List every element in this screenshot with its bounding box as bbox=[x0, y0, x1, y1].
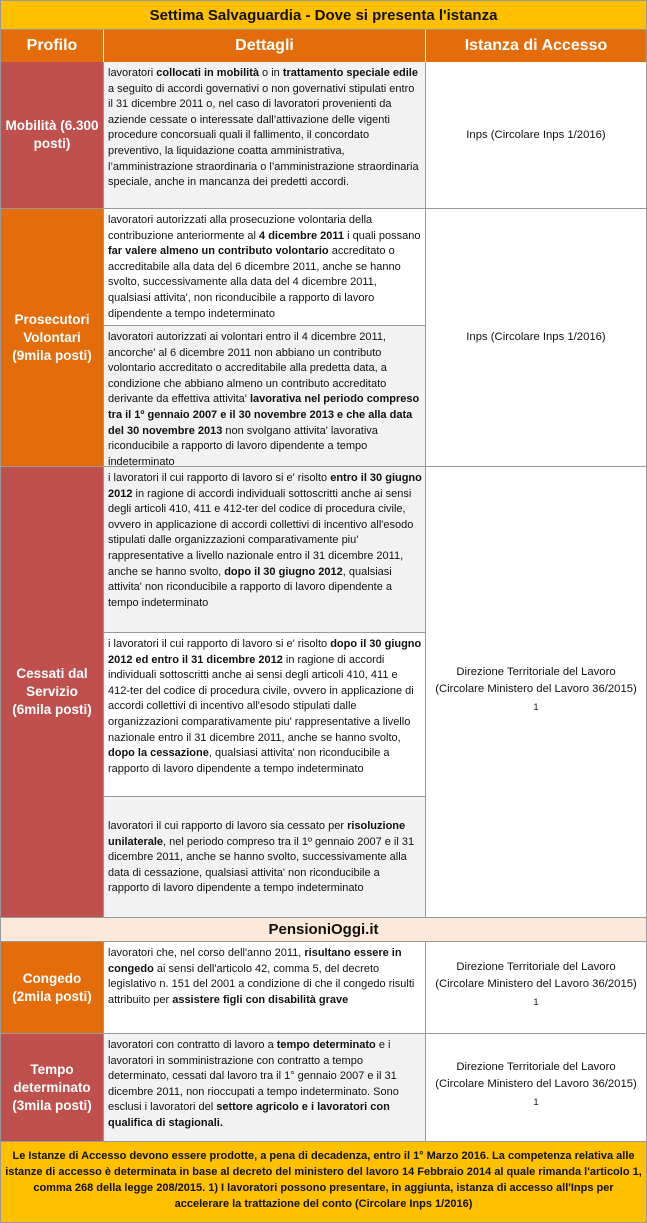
detail-tempo bbox=[104, 1034, 426, 1142]
detail-bold: entro il 30 giugno 2012 bbox=[108, 472, 422, 500]
detail-cessati-1 bbox=[104, 467, 426, 633]
detail-bold: dopo il 30 giugno 2012 bbox=[224, 565, 343, 578]
instance-congedo bbox=[426, 942, 646, 1034]
detail-text bbox=[108, 1039, 399, 1129]
profile-tempo: Tempo determinato (3mila posti) bbox=[1, 1034, 104, 1142]
detail-span: , qualsiasi attivita' non riconducibile a rapporto di lavoro dipendente a tempo indeterminato bbox=[108, 565, 393, 609]
instance-label: Direzione Territoriale del Lavoro (Circolare Ministero del Lavoro 36/2015) bbox=[435, 1061, 637, 1091]
instance-tempo bbox=[426, 1034, 646, 1142]
instance-label: Direzione Territoriale del Lavoro (Circolare Ministero del Lavoro 36/2015) bbox=[435, 961, 637, 991]
detail-bold: trattamento speciale edile bbox=[282, 67, 418, 79]
detail-span: lavoratori autorizzati ai volontari entro il 4 dicembre 2011, ancorche' al 6 dicembre 2011 non abbiano un contributo volontario accreditato o accreditabile alla predetta data, a condizione che abbiano almeno un contributo accreditato derivante da effettiva attivita' bbox=[108, 331, 387, 406]
instance-text bbox=[434, 959, 638, 1016]
detail-span: o in bbox=[258, 67, 283, 79]
detail-span: i quali possano bbox=[344, 229, 421, 242]
profile-mobilita: Mobilità (6.300 posti) bbox=[1, 62, 104, 209]
header-istanza: Istanza di Accesso bbox=[426, 30, 646, 62]
detail-span: in ragione di accordi individuali sottoscritti anche ai sensi degli articoli 410, 411 e 412-ter del codice di procedura civile, ovvero in applicazione di accordi collettivi di incentivo all'esodo stipulati dalle organizzazioni comparativamente piu' rappresentative a livello nazionale entro il 31 dicembre 2011, anche se hanno svolto, bbox=[108, 653, 414, 744]
detail-span: e i lavoratori in somministrazione con contratto a tempo determinato, cessati dal lavoro tra il 1° gennaio 2007 e il 31 dicembre 2011, non rioccupati a tempo indeterminato. Sono esclusi i lavoratori del bbox=[108, 1039, 399, 1114]
detail-span: lavoratori con contratto di lavoro a bbox=[108, 1039, 277, 1051]
instance-text: Inps (Circolare Inps 1/2016) bbox=[466, 128, 606, 141]
detail-text bbox=[108, 331, 419, 467]
detail-span: accreditato o accreditabile alla data del 6 dicembre 2011, anche se hanno svolto, successivamente alla data del 4 dicembre 2011, qualsiasi attivita', non riconducibile a rapporto di lavoro dipendente a tempo indeterminato bbox=[108, 245, 401, 320]
detail-span: non svolgano attivita' lavorativa riconducibile a rapporto di lavoro dipendente a tempo indeterminato bbox=[108, 424, 378, 467]
detail-span: lavoratori che, nel corso dell'anno 2011, bbox=[108, 947, 305, 959]
detail-text bbox=[108, 67, 419, 188]
detail-bold: dopo il 30 giugno 2012 ed entro il 31 dicembre 2012 bbox=[108, 638, 422, 666]
profile-congedo: Congedo (2mila posti) bbox=[1, 942, 104, 1034]
detail-text bbox=[108, 947, 414, 1006]
detail-mobilita bbox=[104, 62, 426, 209]
header-profilo: Profilo bbox=[1, 30, 104, 62]
detail-bold: risoluzione unilaterale bbox=[108, 820, 406, 848]
profile-prosecutori: Prosecutori Volontari (9mila posti) bbox=[1, 209, 104, 467]
detail-span: , nel periodo compreso tra il 1º gennaio 2007 e il 31 dicembre 2011, anche se hanno svolto, successivamente alla data di cessazione, qualsiasi attivita' non riconducibile a rapporto di lavoro dipendente a tempo indeterminato bbox=[108, 835, 415, 895]
detail-bold: lavorativa nel periodo compreso tra il 1º gennaio 2007 e il 30 novembre 2013 e che alla data del 30 novembre 2013 bbox=[108, 393, 420, 437]
detail-span: lavoratori autorizzati alla prosecuzione volontaria della contribuzione anteriormente al bbox=[108, 214, 373, 242]
detail-span: lavoratori bbox=[108, 67, 157, 79]
brand-banner: PensioniOggi.it bbox=[1, 918, 646, 942]
instance-cessati bbox=[426, 467, 646, 918]
instance-text: Inps (Circolare Inps 1/2016) bbox=[466, 331, 606, 343]
detail-span: , qualsiasi attivita' non riconducibile a rapporto di lavoro dipendente a tempo indeterminato bbox=[108, 747, 390, 775]
profile-cessati: Cessati dal Servizio (6mila posti) bbox=[1, 467, 104, 918]
detail-cessati-3 bbox=[104, 797, 426, 918]
detail-span: lavoratori il cui rapporto di lavoro sia cessato per bbox=[108, 820, 348, 833]
detail-bold: risultano essere in congedo bbox=[108, 947, 402, 975]
detail-span: a seguito di accordi governativi o non governativi stipulati entro il 31 dicembre 2011 o, nel caso di lavoratori provenienti da aziende cessate o interessate dall’attivazione delle vigenti procedure concorsuali quali il fallimento, il concordato preventivo, la liquidazione coatta amministrativa, l’amministrazione straordinaria o l’amministrazione straordinaria speciale, anche in mancanza dei predetti accordi. bbox=[108, 82, 419, 189]
detail-text bbox=[108, 638, 421, 775]
footer-note: Le Istanze di Accesso devono essere prodotte, a pena di decadenza, entro il 1° Marzo 2016. La competenza relativa alle istanze di accesso è determinata in base al decreto del ministero del lavoro 14 Febbraio 2014 al quale rimanda l'articolo 1, comma 268 della legge 208/2015. 1) I lavoratori possono presentare, in aggiunta, istanza di accesso all'Inps per accelerare la trattazione del conto (Circolare Inps 1/2016) bbox=[1, 1142, 646, 1222]
detail-bold: 4 dicembre 2011 bbox=[259, 229, 345, 242]
detail-congedo bbox=[104, 942, 426, 1034]
detail-bold: assistere figli con disabilità grave bbox=[172, 993, 349, 1006]
detail-bold: far valere almeno un contributo volontario bbox=[108, 245, 329, 258]
instance-mobilita bbox=[426, 62, 646, 209]
header-dettagli: Dettagli bbox=[104, 30, 426, 62]
detail-bold: collocati in mobilità bbox=[156, 67, 259, 79]
detail-span: in ragione di accordi individuali sottoscritti anche ai sensi degli articoli 410, 411 e 412-ter del codice di procedura civile, ovvero in applicazione di accordi collettivi di incentivo all'esodo stipulati dalle organizzazioni comparativamente piu' rappresentative a livello nazionale entro il 31 dicembre 2011, anche se hanno svolto, bbox=[108, 487, 414, 578]
footnote-ref: 1 bbox=[533, 700, 539, 712]
footnote-ref: 1 bbox=[533, 996, 539, 1008]
footnote-ref: 1 bbox=[533, 1096, 539, 1108]
detail-prosecutori-2 bbox=[104, 326, 426, 467]
detail-cessati-2 bbox=[104, 633, 426, 797]
detail-bold: settore agricolo e i lavoratori con qualifica di stagionali. bbox=[108, 1101, 390, 1129]
instance-text bbox=[434, 1059, 638, 1116]
instance-text bbox=[434, 664, 638, 721]
detail-text bbox=[108, 214, 421, 320]
detail-prosecutori-1 bbox=[104, 209, 426, 326]
detail-text bbox=[108, 819, 422, 897]
detail-bold: dopo la cessazione bbox=[108, 747, 209, 760]
detail-span: i lavoratori il cui rapporto di lavoro si e' risolto bbox=[108, 472, 331, 484]
detail-span: i lavoratori il cui rapporto di lavoro si e' risolto bbox=[108, 638, 331, 650]
detail-text bbox=[108, 472, 422, 609]
table-title: Settima Salvaguardia - Dove si presenta l'istanza bbox=[1, 1, 646, 30]
detail-span: ai sensi dell'articolo 42, comma 5, del decreto legislativo n. 151 del 2001 a condizione di che il congedo risulti attribuito per bbox=[108, 962, 415, 1006]
detail-bold: tempo determinato bbox=[276, 1039, 376, 1051]
instance-prosecutori bbox=[426, 209, 646, 467]
instance-label: Direzione Territoriale del Lavoro (Circolare Ministero del Lavoro 36/2015) bbox=[435, 665, 637, 695]
